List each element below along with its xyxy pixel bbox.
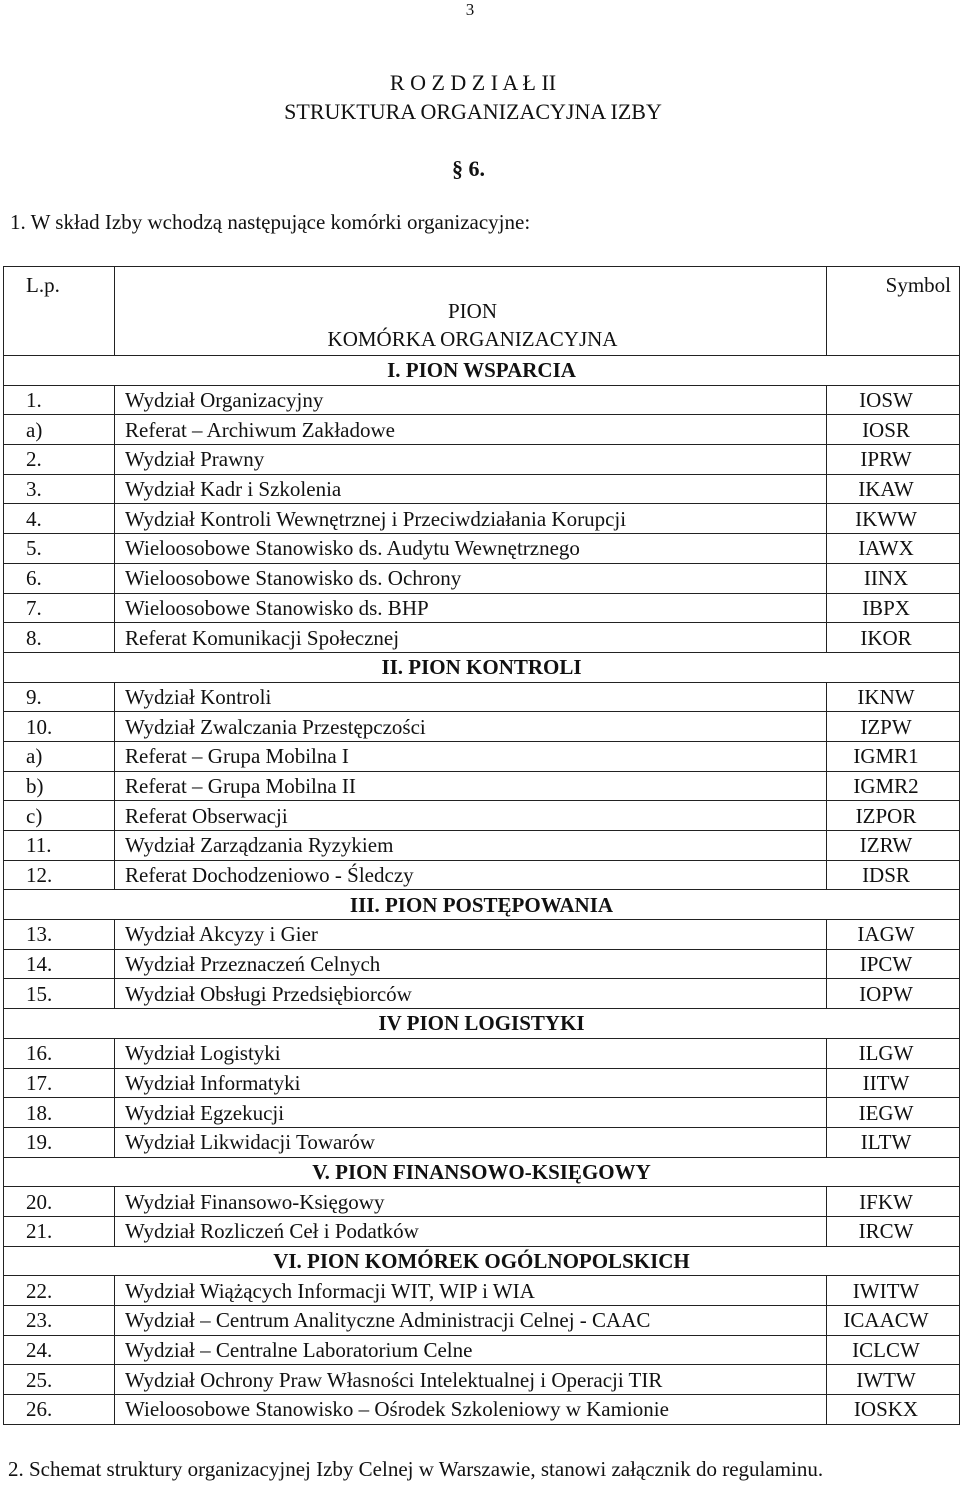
- unit-name: Wieloosobowe Stanowisko ds. Ochrony: [115, 563, 827, 593]
- table-row: [4, 563, 960, 593]
- unit-symbol: IFKW: [827, 1187, 960, 1217]
- table-row: [4, 741, 960, 771]
- row-number: 14.: [4, 949, 115, 979]
- row-number: 4.: [4, 504, 115, 534]
- unit-symbol: IPCW: [827, 949, 960, 979]
- unit-symbol: IWITW: [827, 1276, 960, 1306]
- section-row: [4, 652, 960, 682]
- header-symbol: Symbol: [827, 267, 960, 356]
- unit-name: Referat Dochodzeniowo - Śledczy: [115, 860, 827, 890]
- header-pion: PION: [447, 299, 497, 323]
- unit-name: Wieloosobowe Stanowisko ds. BHP: [115, 593, 827, 623]
- unit-symbol: IWTW: [827, 1365, 960, 1395]
- row-number: 17.: [4, 1068, 115, 1098]
- section-row: [4, 1157, 960, 1187]
- row-number: 18.: [4, 1098, 115, 1128]
- unit-name: Wydział Wiążących Informacji WIT, WIP i WIA: [115, 1276, 827, 1306]
- row-number: 5.: [4, 534, 115, 564]
- row-number: 21.: [4, 1216, 115, 1246]
- row-number: 26.: [4, 1395, 115, 1425]
- unit-name: Wydział Zarządzania Ryzykiem: [115, 831, 827, 861]
- intro-text: 1. W skład Izby wchodzą następujące komórki organizacyjne:: [10, 210, 531, 234]
- section-row: [4, 356, 960, 386]
- table-row: [4, 1068, 960, 1098]
- unit-name: Wydział Egzekucji: [115, 1098, 827, 1128]
- unit-name: Referat Komunikacji Społecznej: [115, 623, 827, 653]
- unit-symbol: IINX: [827, 563, 960, 593]
- unit-name: Referat – Grupa Mobilna II: [115, 771, 827, 801]
- unit-symbol: IOSW: [827, 385, 960, 415]
- unit-name: Referat Obserwacji: [115, 801, 827, 831]
- unit-name: Wydział Ochrony Praw Własności Intelektualnej i Operacji TIR: [115, 1365, 827, 1395]
- unit-symbol: IZPOR: [827, 801, 960, 831]
- unit-symbol: IOSR: [827, 415, 960, 445]
- table-row: [4, 860, 960, 890]
- header-lp: L.p.: [4, 267, 115, 356]
- unit-name: Wydział – Centrum Analityczne Administracji Celnej - CAAC: [115, 1306, 827, 1336]
- unit-symbol: ILTW: [827, 1127, 960, 1157]
- unit-symbol: ICAACW: [827, 1306, 960, 1336]
- row-number: 24.: [4, 1335, 115, 1365]
- table-row: [4, 445, 960, 475]
- section-title: I. PION WSPARCIA: [4, 356, 960, 386]
- row-number: 12.: [4, 860, 115, 890]
- table-row: [4, 712, 960, 742]
- unit-symbol: IEGW: [827, 1098, 960, 1128]
- row-number: 16.: [4, 1038, 115, 1068]
- table-row: [4, 474, 960, 504]
- table-row: [4, 1335, 960, 1365]
- row-number: 20.: [4, 1187, 115, 1217]
- row-number: 22.: [4, 1276, 115, 1306]
- table-row: [4, 623, 960, 653]
- row-number: 25.: [4, 1365, 115, 1395]
- unit-name: Wieloosobowe Stanowisko – Ośrodek Szkoleniowy w Kamionie: [115, 1395, 827, 1425]
- footer-text: 2. Schemat struktury organizacyjnej Izby Celnej w Warszawie, stanowi załącznik do regulaminu.: [8, 1457, 824, 1481]
- table-header-row: [4, 267, 960, 356]
- unit-name: Wydział Kontroli: [115, 682, 827, 712]
- table-row: [4, 534, 960, 564]
- unit-symbol: IRCW: [827, 1216, 960, 1246]
- table-row: [4, 979, 960, 1009]
- row-number: 15.: [4, 979, 115, 1009]
- unit-name: Wydział Akcyzy i Gier: [115, 920, 827, 950]
- row-number: 19.: [4, 1127, 115, 1157]
- table-row: [4, 1187, 960, 1217]
- table-row: [4, 1098, 960, 1128]
- row-number: 8.: [4, 623, 115, 653]
- table-row: [4, 831, 960, 861]
- unit-symbol: IZRW: [827, 831, 960, 861]
- unit-name: Wydział Kontroli Wewnętrznej i Przeciwdziałania Korupcji: [115, 504, 827, 534]
- unit-symbol: IITW: [827, 1068, 960, 1098]
- table-row: [4, 771, 960, 801]
- unit-name: Wydział Kadr i Szkolenia: [115, 474, 827, 504]
- row-number: a): [4, 741, 115, 771]
- table-row: [4, 949, 960, 979]
- table-row: [4, 1306, 960, 1336]
- unit-symbol: IAWX: [827, 534, 960, 564]
- section-title: II. PION KONTROLI: [4, 652, 960, 682]
- table-row: [4, 1127, 960, 1157]
- chapter-heading: [0, 68, 946, 126]
- unit-symbol: ICLCW: [827, 1335, 960, 1365]
- unit-name: Wydział Informatyki: [115, 1068, 827, 1098]
- row-number: 10.: [4, 712, 115, 742]
- section-title: V. PION FINANSOWO-KSIĘGOWY: [4, 1157, 960, 1187]
- organizational-units-table: [3, 266, 960, 1425]
- unit-symbol: IBPX: [827, 593, 960, 623]
- table-row: [4, 1365, 960, 1395]
- unit-name: Wydział Przeznaczeń Celnych: [115, 949, 827, 979]
- unit-symbol: IGMR2: [827, 771, 960, 801]
- row-number: a): [4, 415, 115, 445]
- section-row: [4, 890, 960, 920]
- unit-name: Wieloosobowe Stanowisko ds. Audytu Wewnętrznego: [115, 534, 827, 564]
- unit-symbol: IKAW: [827, 474, 960, 504]
- unit-symbol: IDSR: [827, 860, 960, 890]
- unit-symbol: IKWW: [827, 504, 960, 534]
- row-number: 23.: [4, 1306, 115, 1336]
- section-row: [4, 1246, 960, 1276]
- table-row: [4, 504, 960, 534]
- row-number: 2.: [4, 445, 115, 475]
- header-unit: [115, 267, 827, 356]
- row-number: 9.: [4, 682, 115, 712]
- header-komorka: KOMÓRKA ORGANIZACYJNA: [327, 327, 618, 351]
- row-number: 7.: [4, 593, 115, 623]
- table-row: [4, 385, 960, 415]
- chapter-title: R O Z D Z I A Ł II: [389, 70, 557, 95]
- unit-name: Wydział Obsługi Przedsiębiorców: [115, 979, 827, 1009]
- page-number: 3: [465, 0, 475, 19]
- unit-name: Referat – Archiwum Zakładowe: [115, 415, 827, 445]
- chapter-subtitle: STRUKTURA ORGANIZACYJNA IZBY: [284, 99, 662, 124]
- table-row: [4, 1038, 960, 1068]
- unit-name: Wydział – Centralne Laboratorium Celne: [115, 1335, 827, 1365]
- table-body: [4, 356, 960, 1425]
- section-title: IV PION LOGISTYKI: [4, 1009, 960, 1039]
- table-row: [4, 920, 960, 950]
- row-number: c): [4, 801, 115, 831]
- unit-symbol: IKNW: [827, 682, 960, 712]
- unit-name: Wydział Likwidacji Towarów: [115, 1127, 827, 1157]
- unit-name: Wydział Zwalczania Przestępczości: [115, 712, 827, 742]
- row-number: 6.: [4, 563, 115, 593]
- unit-name: Referat – Grupa Mobilna I: [115, 741, 827, 771]
- row-number: 1.: [4, 385, 115, 415]
- unit-symbol: IPRW: [827, 445, 960, 475]
- unit-symbol: IOPW: [827, 979, 960, 1009]
- table-row: [4, 801, 960, 831]
- unit-symbol: IKOR: [827, 623, 960, 653]
- unit-symbol: IAGW: [827, 920, 960, 950]
- section-title: VI. PION KOMÓREK OGÓLNOPOLSKICH: [4, 1246, 960, 1276]
- table-row: [4, 1216, 960, 1246]
- unit-name: Wydział Finansowo-Księgowy: [115, 1187, 827, 1217]
- table-row: [4, 415, 960, 445]
- table-row: [4, 682, 960, 712]
- unit-name: Wydział Rozliczeń Ceł i Podatków: [115, 1216, 827, 1246]
- section-row: [4, 1009, 960, 1039]
- row-number: 13.: [4, 920, 115, 950]
- unit-name: Wydział Organizacyjny: [115, 385, 827, 415]
- unit-symbol: ILGW: [827, 1038, 960, 1068]
- unit-name: Wydział Prawny: [115, 445, 827, 475]
- row-number: b): [4, 771, 115, 801]
- section-title: III. PION POSTĘPOWANIA: [4, 890, 960, 920]
- table-row: [4, 593, 960, 623]
- table-row: [4, 1395, 960, 1425]
- table-row: [4, 1276, 960, 1306]
- row-number: 11.: [4, 831, 115, 861]
- paragraph-number: § 6.: [452, 156, 485, 181]
- unit-name: Wydział Logistyki: [115, 1038, 827, 1068]
- unit-symbol: IOSKX: [827, 1395, 960, 1425]
- row-number: 3.: [4, 474, 115, 504]
- unit-symbol: IZPW: [827, 712, 960, 742]
- unit-symbol: IGMR1: [827, 741, 960, 771]
